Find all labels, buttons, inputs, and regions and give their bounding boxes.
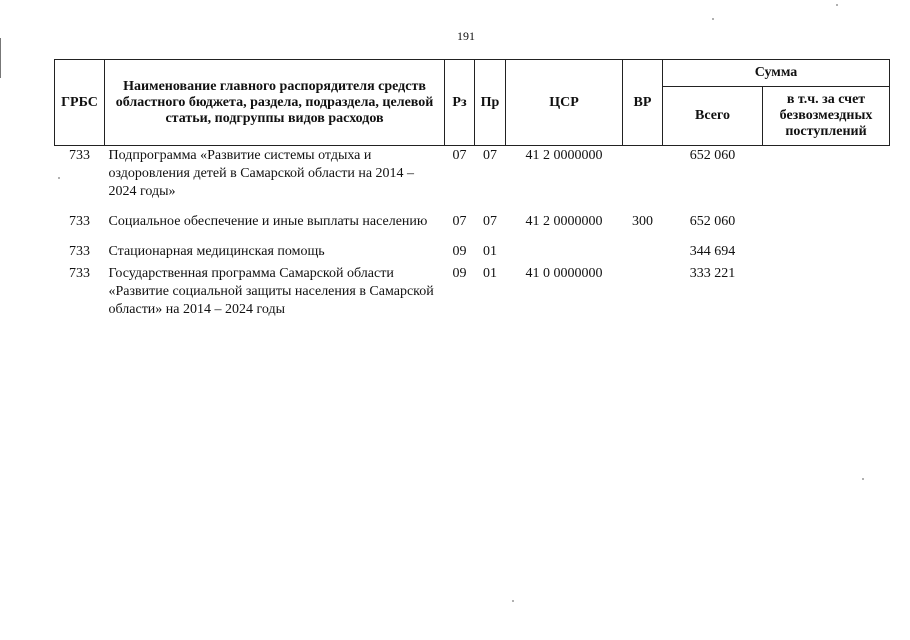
table-row (55, 213, 890, 243)
cell-vr (623, 265, 663, 319)
header-csr: ЦСР (506, 60, 623, 146)
table-row (55, 146, 890, 214)
cell-pr: 07 (483, 148, 497, 163)
budget-table (54, 59, 890, 319)
cell-vsego: 652 060 (689, 148, 736, 163)
table-row (55, 243, 890, 265)
header-vsego: Всего (663, 87, 763, 146)
header-grbs: ГРБС (55, 60, 105, 146)
header-name: Наименование главного распорядителя средств областного бюджета, раздела, подраздела, целевой статьи, подгруппы видов расходов (105, 60, 445, 146)
cell-bezvozmezd (763, 213, 890, 243)
scan-speck (862, 478, 864, 480)
header-summa: Сумма (663, 60, 890, 87)
page-number: 191 (457, 29, 475, 43)
cell-vr (623, 146, 663, 214)
scan-speck (712, 18, 714, 20)
cell-vsego: 652 060 (689, 214, 736, 229)
cell-vsego: 344 694 (689, 244, 736, 259)
cell-csr: 41 2 0000000 (525, 214, 603, 229)
cell-csr (506, 243, 623, 265)
cell-name: Подпрограмма «Развитие системы отдыха и оздоровления детей в Самарской области на 2014 – 2024 годы» (108, 148, 415, 199)
cell-grbs: 733 (69, 266, 90, 281)
cell-name: Государственная программа Самарской области «Развитие социальной защиты населения в Самарской области» на 2014 – 2024 годы (108, 266, 434, 317)
cell-rz: 07 (452, 148, 467, 163)
scan-speck (512, 600, 514, 602)
cell-rz: 07 (452, 214, 467, 229)
cell-bezvozmezd (763, 146, 890, 214)
cell-vr (623, 243, 663, 265)
cell-grbs: 733 (69, 148, 90, 163)
header-bezvozmezd: в т.ч. за счет безвозмездных поступлений (763, 87, 890, 146)
cell-pr: 01 (483, 244, 497, 259)
cell-vsego: 333 221 (689, 266, 736, 281)
cell-csr: 41 2 0000000 (525, 148, 603, 163)
cell-name: Стационарная медицинская помощь (108, 244, 325, 259)
cell-pr: 07 (483, 214, 497, 229)
table-row (55, 265, 890, 319)
header-rz: Рз (445, 60, 475, 146)
cell-grbs: 733 (69, 214, 90, 229)
cell-bezvozmezd (763, 265, 890, 319)
scan-edge-mark (0, 38, 1, 78)
cell-pr: 01 (483, 266, 497, 281)
cell-bezvozmezd (763, 243, 890, 265)
header-vr: ВР (623, 60, 663, 146)
header-pr: Пр (475, 60, 506, 146)
cell-rz: 09 (452, 244, 467, 259)
cell-rz: 09 (452, 266, 467, 281)
cell-vr: 300 (632, 214, 653, 229)
scan-speck (836, 4, 838, 6)
cell-name: Социальное обеспечение и иные выплаты населению (108, 214, 428, 229)
cell-csr: 41 0 0000000 (525, 266, 603, 281)
cell-grbs: 733 (69, 244, 90, 259)
